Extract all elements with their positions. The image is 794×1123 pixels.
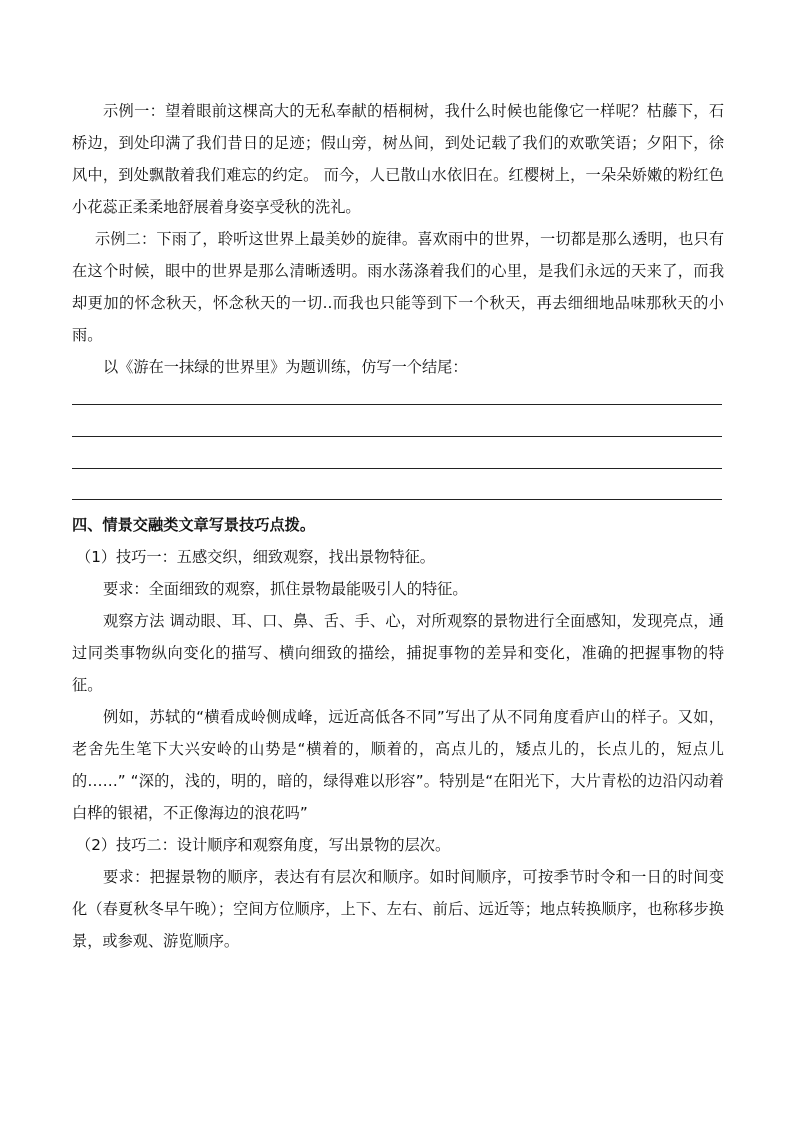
skill-one-requirement: 要求：全面细致的观察，抓住景物最能吸引人的特征。	[103, 580, 468, 598]
skill-one-title: （1）技巧一：五感交织，细致观察，找出景物特征。	[76, 548, 435, 566]
skill-one-example: 例如，苏轼的“横看成岭侧成峰，远近高低各不同”写出了从不同角度看庐山的样子。又如，老舍先生笔下大兴安岭的山势是“横着的，顺着的，高点儿的，矮点儿的，长点儿的，短点儿的……” “深的，浅的，明的，暗的，绿得难以形容”。特别是“在阳光下，大片青松的边沿闪动着白桦的银裙，不正像海边的浪花吗”	[72, 708, 724, 822]
skill-two-requirement: 要求：把握景物的顺序，表达有有层次和顺序。如时间顺序，可按季节时令和一日的时间变化（春夏秋冬早午晚）；空间方位顺序，上下、左右、前后、远近等；地点转换顺序，也称移步换景，或参观、游览顺序。	[72, 868, 724, 950]
section-four-title: 四、情景交融类文章写景技巧点拨。	[72, 516, 315, 534]
answer-line-3	[72, 468, 722, 469]
answer-line-4	[72, 499, 722, 500]
answer-line-2	[72, 436, 722, 437]
answer-line-1	[72, 404, 722, 405]
example-two-paragraph: 示例二：下雨了，聆听这世界上最美妙的旋律。喜欢雨中的世界，一切都是那么透明，也只有在这个时候，眼中的世界是那么清晰透明。雨水荡涤着我们的心里，是我们永远的天来了，而我却更加的怀念秋天，怀念秋天的一切..而我也只能等到下一个秋天，再去细细地品味那秋天的小雨。	[72, 230, 724, 344]
example-one-paragraph: 示例一：望着眼前这棵高大的无私奉献的梧桐树，我什么时候也能像它一样呢？枯藤下，石桥边，到处印满了我们昔日的足迹；假山旁，树丛间，到处记载了我们的欢歌笑语；夕阳下，徐风中，到处飘散着我们难忘的约定。 而今，人已散山水依旧在。红樱树上，一朵朵娇嫩的粉红色小花蕊正柔柔地舒展着身姿享受秋的洗礼。	[72, 102, 724, 216]
exercise-prompt: 以《游在一抹绿的世界里》为题训练，仿写一个结尾：	[103, 358, 468, 376]
skill-one-method: 观察方法 调动眼、耳、口、鼻、舌、手、心，对所观察的景物进行全面感知，发现亮点，通过同类事物纵向变化的描写、横向细致的描绘，捕捉事物的差异和变化，准确的把握事物的特征。	[72, 612, 724, 694]
skill-two-title: （2）技巧二：设计顺序和观察角度，写出景物的层次。	[76, 836, 451, 854]
